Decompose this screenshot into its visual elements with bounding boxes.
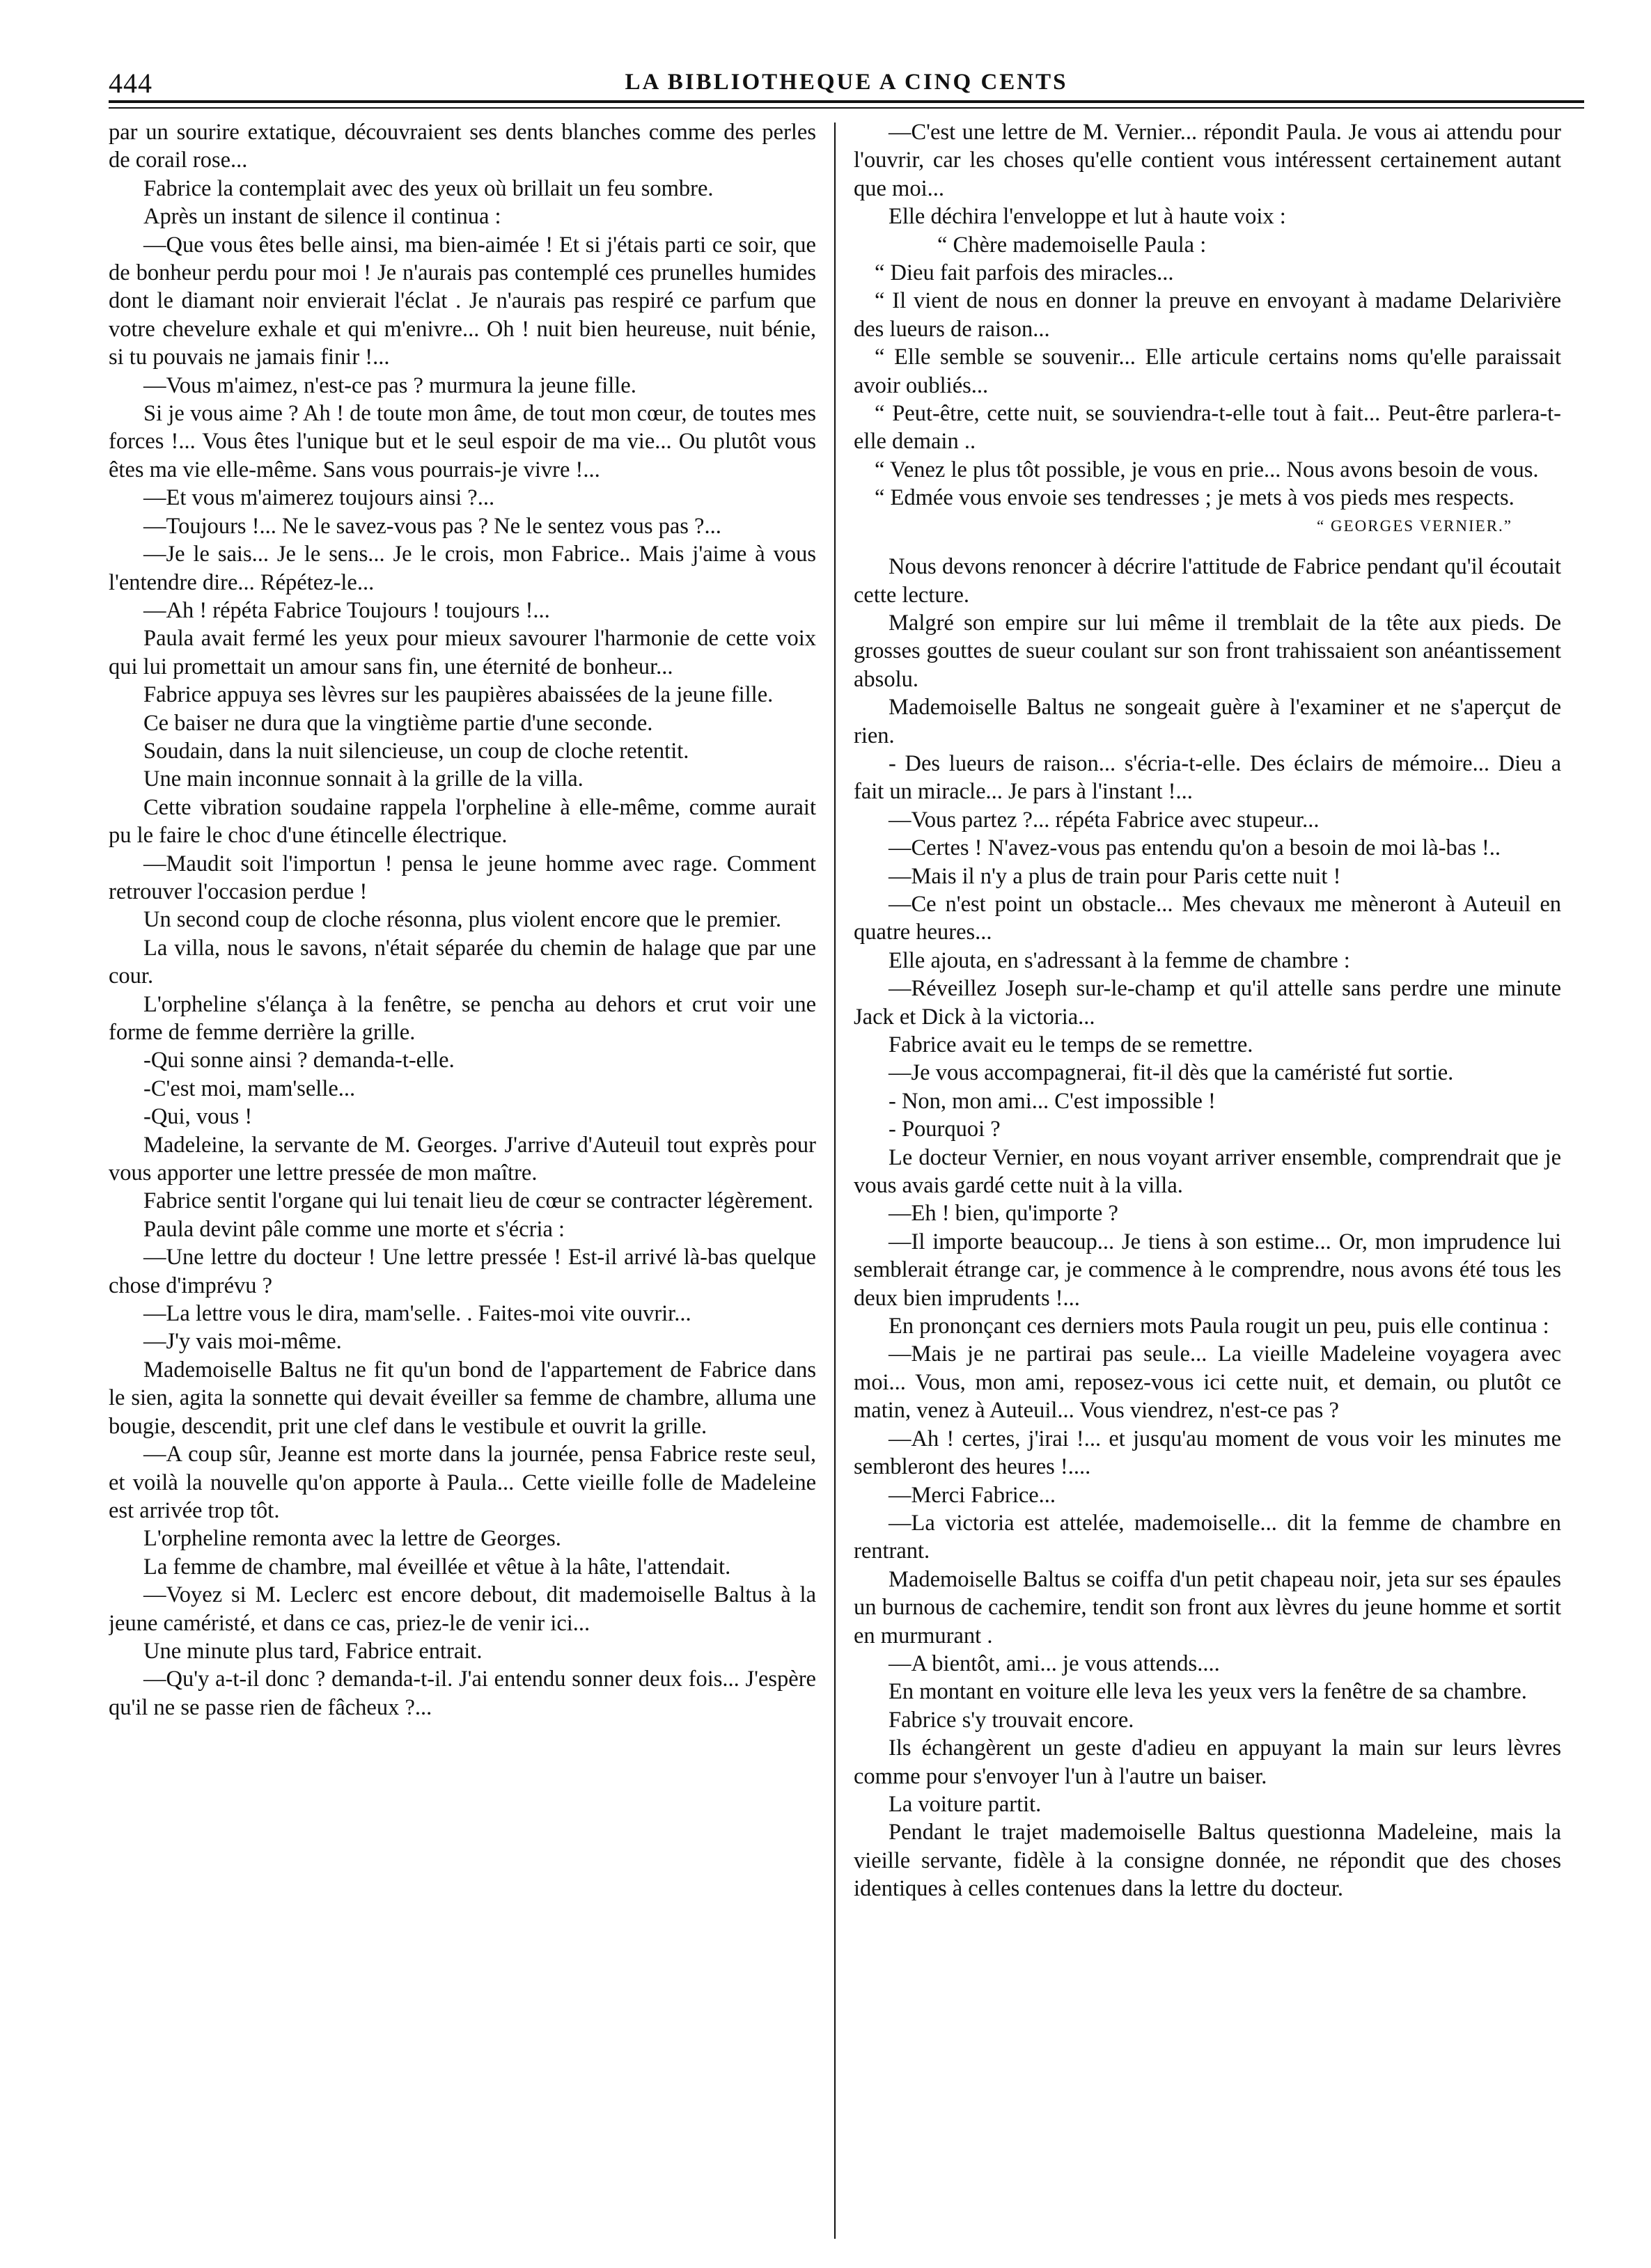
paragraph: Cette vibration soudaine rappela l'orpheline à elle-même, comme aurait pu le faire le choc d'une étincelle électrique. [109, 794, 816, 849]
paragraph: La femme de chambre, mal éveillée et vêtue à la hâte, l'attendait. [143, 1554, 731, 1580]
paragraph: “ Peut-être, cette nuit, se souviendra-t-elle tout à fait... Peut-être parlera-t-elle demain .. [854, 401, 1561, 455]
paragraph: - Pourquoi ? [889, 1117, 1001, 1142]
paragraph: Fabrice avait eu le temps de se remettre. [889, 1032, 1253, 1057]
paragraph: En prononçant ces derniers mots Paula rougit un peu, puis elle continua : [889, 1314, 1549, 1339]
paragraph: —J'y vais moi-même. [143, 1329, 342, 1355]
paragraph: —Vous m'aimez, n'est-ce pas ? murmura la jeune fille. [143, 372, 636, 398]
right-column [836, 118, 1561, 2242]
paragraph: Une minute plus tard, Fabrice entrait. [143, 1638, 483, 1664]
paragraph: Ce baiser ne dura que la vingtième partie d'une seconde. [143, 710, 653, 736]
paragraph: Après un instant de silence il continua : [143, 204, 501, 230]
paragraph: Soudain, dans la nuit silencieuse, un coup de cloche retentit. [143, 738, 689, 764]
paragraph: —Ah ! répéta Fabrice Toujours ! toujours !... [143, 597, 550, 623]
paragraph: Paula avait fermé les yeux pour mieux savourer l'harmonie de cette voix qui lui promettait un amour sans fin, une éternité de bonheur... [109, 626, 816, 679]
text-columns [109, 118, 1584, 2242]
paragraph: L'orpheline remonta avec la lettre de Georges. [143, 1526, 561, 1552]
paragraph: —Certes ! N'avez-vous pas entendu qu'on a besoin de moi là-bas !.. [889, 835, 1501, 861]
paragraph: “ GEORGES VERNIER.” [1317, 517, 1512, 535]
paragraph: —Voyez si M. Leclerc est encore debout, dit mademoiselle Baltus à la jeune caméristé, et dans ce cas, priez-le de venir ici... [109, 1582, 816, 1636]
paragraph: —Je vous accompagnerai, fit-il dès que la caméristé fut sortie. [889, 1060, 1454, 1086]
page-number: 444 [109, 68, 152, 99]
paragraph: —A bientôt, ami... je vous attends.... [889, 1651, 1220, 1676]
page-header [109, 61, 1584, 103]
paragraph: Pendant le trajet mademoiselle Baltus questionna Madeleine, mais la vieille servante, fidèle à la consigne donnée, ne répondit que des choses identiques à celles contenues dans la lettre du docteur. [854, 1820, 1561, 1902]
paragraph: —Réveillez Joseph sur-le-champ et qu'il attelle sans perdre une minute Jack et Dick à la victoria... [854, 976, 1561, 1030]
paragraph: —Mais je ne partirai pas seule... La vieille Madeleine voyagera avec moi... Vous, mon ami, reposez-vous ici cette nuit, et demain, ou plutôt ce matin, venez à Auteuil... Vous viendrez, n'est-ce pas ? [854, 1341, 1561, 1424]
paragraph: Elle déchira l'enveloppe et lut à haute voix : [889, 204, 1286, 230]
paragraph: Paula devint pâle comme une morte et s'écria : [143, 1216, 565, 1242]
paragraph: Fabrice sentit l'organe qui lui tenait lieu de cœur se contracter légèrement. [143, 1188, 813, 1214]
paragraph: —Ce n'est point un obstacle... Mes chevaux me mèneront à Auteuil en quatre heures... [854, 891, 1561, 945]
paragraph: “ Elle semble se souvenir... Elle articule certains noms qu'elle paraissait avoir oubliés... [854, 345, 1561, 398]
paragraph: Madeleine, la servante de M. Georges. J'arrive d'Auteuil tout exprès pour vous apporter une lettre pressée de mon maître. [109, 1132, 816, 1186]
paragraph: Fabrice appuya ses lèvres sur les paupières abaissées de la jeune fille. [143, 682, 774, 708]
paragraph: Le docteur Vernier, en nous voyant arriver ensemble, comprendrait que je vous avais gardé cette nuit à la villa. [854, 1144, 1561, 1199]
paragraph: —La victoria est attelée, mademoiselle... dit la femme de chambre en rentrant. [854, 1510, 1561, 1564]
paragraph: —A coup sûr, Jeanne est morte dans la journée, pensa Fabrice reste seul, et voilà la nouvelle qu'on apporte à Paula... Cette vieille folle de Madeleine est arrivée trop tôt. [109, 1442, 816, 1523]
paragraph: Fabrice la contemplait avec des yeux où brillait un feu sombre. [143, 175, 714, 201]
paragraph: “ Il vient de nous en donner la preuve en envoyant à madame Delarivière des lueurs de raison... [854, 288, 1561, 342]
paragraph: Si je vous aime ? Ah ! de toute mon âme, de tout mon cœur, de toutes mes forces !... Vous êtes l'unique but et le seul espoir de ma vie... Ou plutôt vous êtes ma vie elle-même. Sans vous pourrais-je vivre !... [109, 401, 816, 482]
paragraph: —Que vous êtes belle ainsi, ma bien-aimée ! Et si j'étais parti ce soir, que de bonheur perdu pour moi ! Je n'aurais pas contemplé ces prunelles humides dont le diamant noir envierait l'éclat . Je n'aurais pas respiré ce parfum que votre chevelure exhale et qui m'enivre... Oh ! nuit bien heureuse, nuit bénie, si tu pouvais ne jamais finir !... [109, 232, 816, 370]
paragraph: —Une lettre du docteur ! Une lettre pressée ! Est-il arrivé là-bas quelque chose d'imprévu ? [109, 1245, 816, 1298]
paragraph: Nous devons renoncer à décrire l'attitude de Fabrice pendant qu'il écoutait cette lecture. [854, 554, 1561, 608]
paragraph: “ Dieu fait parfois des miracles... [875, 260, 1174, 286]
paragraph: —C'est une lettre de M. Vernier... répondit Paula. Je vous ai attendu pour l'ouvrir, car les choses qu'elle contient vous intéressent certainement autant que moi... [854, 120, 1561, 201]
paragraph: —Maudit soit l'importun ! pensa le jeune homme avec rage. Comment retrouver l'occasion perdue ! [109, 851, 816, 904]
paragraph: - Non, mon ami... C'est impossible ! [889, 1088, 1216, 1114]
left-column [109, 118, 834, 2242]
paragraph: —Mais il n'y a plus de train pour Paris cette nuit ! [889, 863, 1341, 889]
paragraph: —Qu'y a-t-il donc ? demanda-t-il. J'ai entendu sonner deux fois... J'espère qu'il ne se passe rien de fâcheux ?... [109, 1667, 816, 1720]
paragraph: Malgré son empire sur lui même il tremblait de la tête aux pieds. De grosses gouttes de sueur coulant sur son front trahissaient son anéantissement absolu. [854, 610, 1561, 692]
paragraph: -Qui sonne ainsi ? demanda-t-elle. [143, 1048, 455, 1073]
paragraph: Un second coup de cloche résonna, plus violent encore que le premier. [143, 907, 781, 933]
paragraph: —Je le sais... Je le sens... Je le crois, mon Fabrice.. Mais j'aime à vous l'entendre dire... Répétez-le... [109, 542, 816, 595]
paragraph: —La lettre vous le dira, mam'selle. . Faites-moi vite ouvrir... [143, 1301, 691, 1327]
paragraph: -C'est moi, mam'selle... [143, 1076, 356, 1101]
paragraph: —Vous partez ?... répéta Fabrice avec stupeur... [889, 807, 1320, 833]
paragraph: -Qui, vous ! [143, 1104, 253, 1130]
paragraph: —Eh ! bien, qu'importe ? [889, 1201, 1118, 1227]
paragraph: “ Edmée vous envoie ses tendresses ; je mets à vos pieds mes respects. [875, 485, 1515, 511]
paragraph: “ Chère mademoiselle Paula : [937, 232, 1207, 258]
paragraph: —Et vous m'aimerez toujours ainsi ?... [143, 485, 495, 511]
paragraph: La villa, nous le savons, n'était séparée du chemin de halage que par une cour. [109, 935, 816, 989]
paragraph: L'orpheline s'élança à la fenêtre, se pencha au dehors et crut voir une forme de femme derrière la grille. [109, 991, 816, 1045]
paragraph: —Ah ! certes, j'irai !... et jusqu'au moment de vous voir les minutes me sembleront des heures !.... [854, 1426, 1561, 1480]
paragraph: Elle ajouta, en s'adressant à la femme de chambre : [889, 947, 1350, 973]
paragraph: —Toujours !... Ne le savez-vous pas ? Ne le sentez vous pas ?... [143, 513, 721, 539]
running-title: LA BIBLIOTHEQUE A CINQ CENTS [625, 70, 1068, 95]
paragraph: “ Venez le plus tôt possible, je vous en prie... Nous avons besoin de vous. [875, 457, 1539, 482]
paragraph: Une main inconnue sonnait à la grille de la villa. [143, 766, 584, 792]
paragraph: —Il importe beaucoup... Je tiens à son estime... Or, mon imprudence lui semblerait étrange car, je commence à le comprendre, nous avons été tous les deux bien imprudents !... [854, 1229, 1561, 1311]
paragraph: Mademoiselle Baltus se coiffa d'un petit chapeau noir, jeta sur ses épaules un burnous de cachemire, tendit son front aux lèvres du jeune homme et sortit en murmurant . [854, 1566, 1561, 1648]
paragraph: Fabrice s'y trouvait encore. [889, 1707, 1134, 1733]
paragraph: Mademoiselle Baltus ne fit qu'un bond de l'appartement de Fabrice dans le sien, agita la sonnette qui devait éveiller sa femme de chambre, alluma une bougie, descendit, prit une clef dans le vestibule et ouvrit la grille. [109, 1357, 816, 1439]
paragraph: En montant en voiture elle leva les yeux vers la fenêtre de sa chambre. [889, 1679, 1527, 1705]
paragraph: Mademoiselle Baltus ne songeait guère à l'examiner et ne s'aperçut de rien. [854, 695, 1561, 748]
paragraph: —Merci Fabrice... [889, 1482, 1056, 1508]
paragraph: La voiture partit. [889, 1791, 1042, 1817]
paragraph: - Des lueurs de raison... s'écria-t-elle. Des éclairs de mémoire... Dieu a fait un miracle... Je pars à l'instant !... [854, 750, 1561, 805]
paragraph: Ils échangèrent un geste d'adieu en appuyant la main sur leurs lèvres comme pour s'envoyer l'un à l'autre un baiser. [854, 1735, 1561, 1789]
paragraph: par un sourire extatique, découvraient ses dents blanches comme des perles de corail rose... [109, 120, 816, 173]
